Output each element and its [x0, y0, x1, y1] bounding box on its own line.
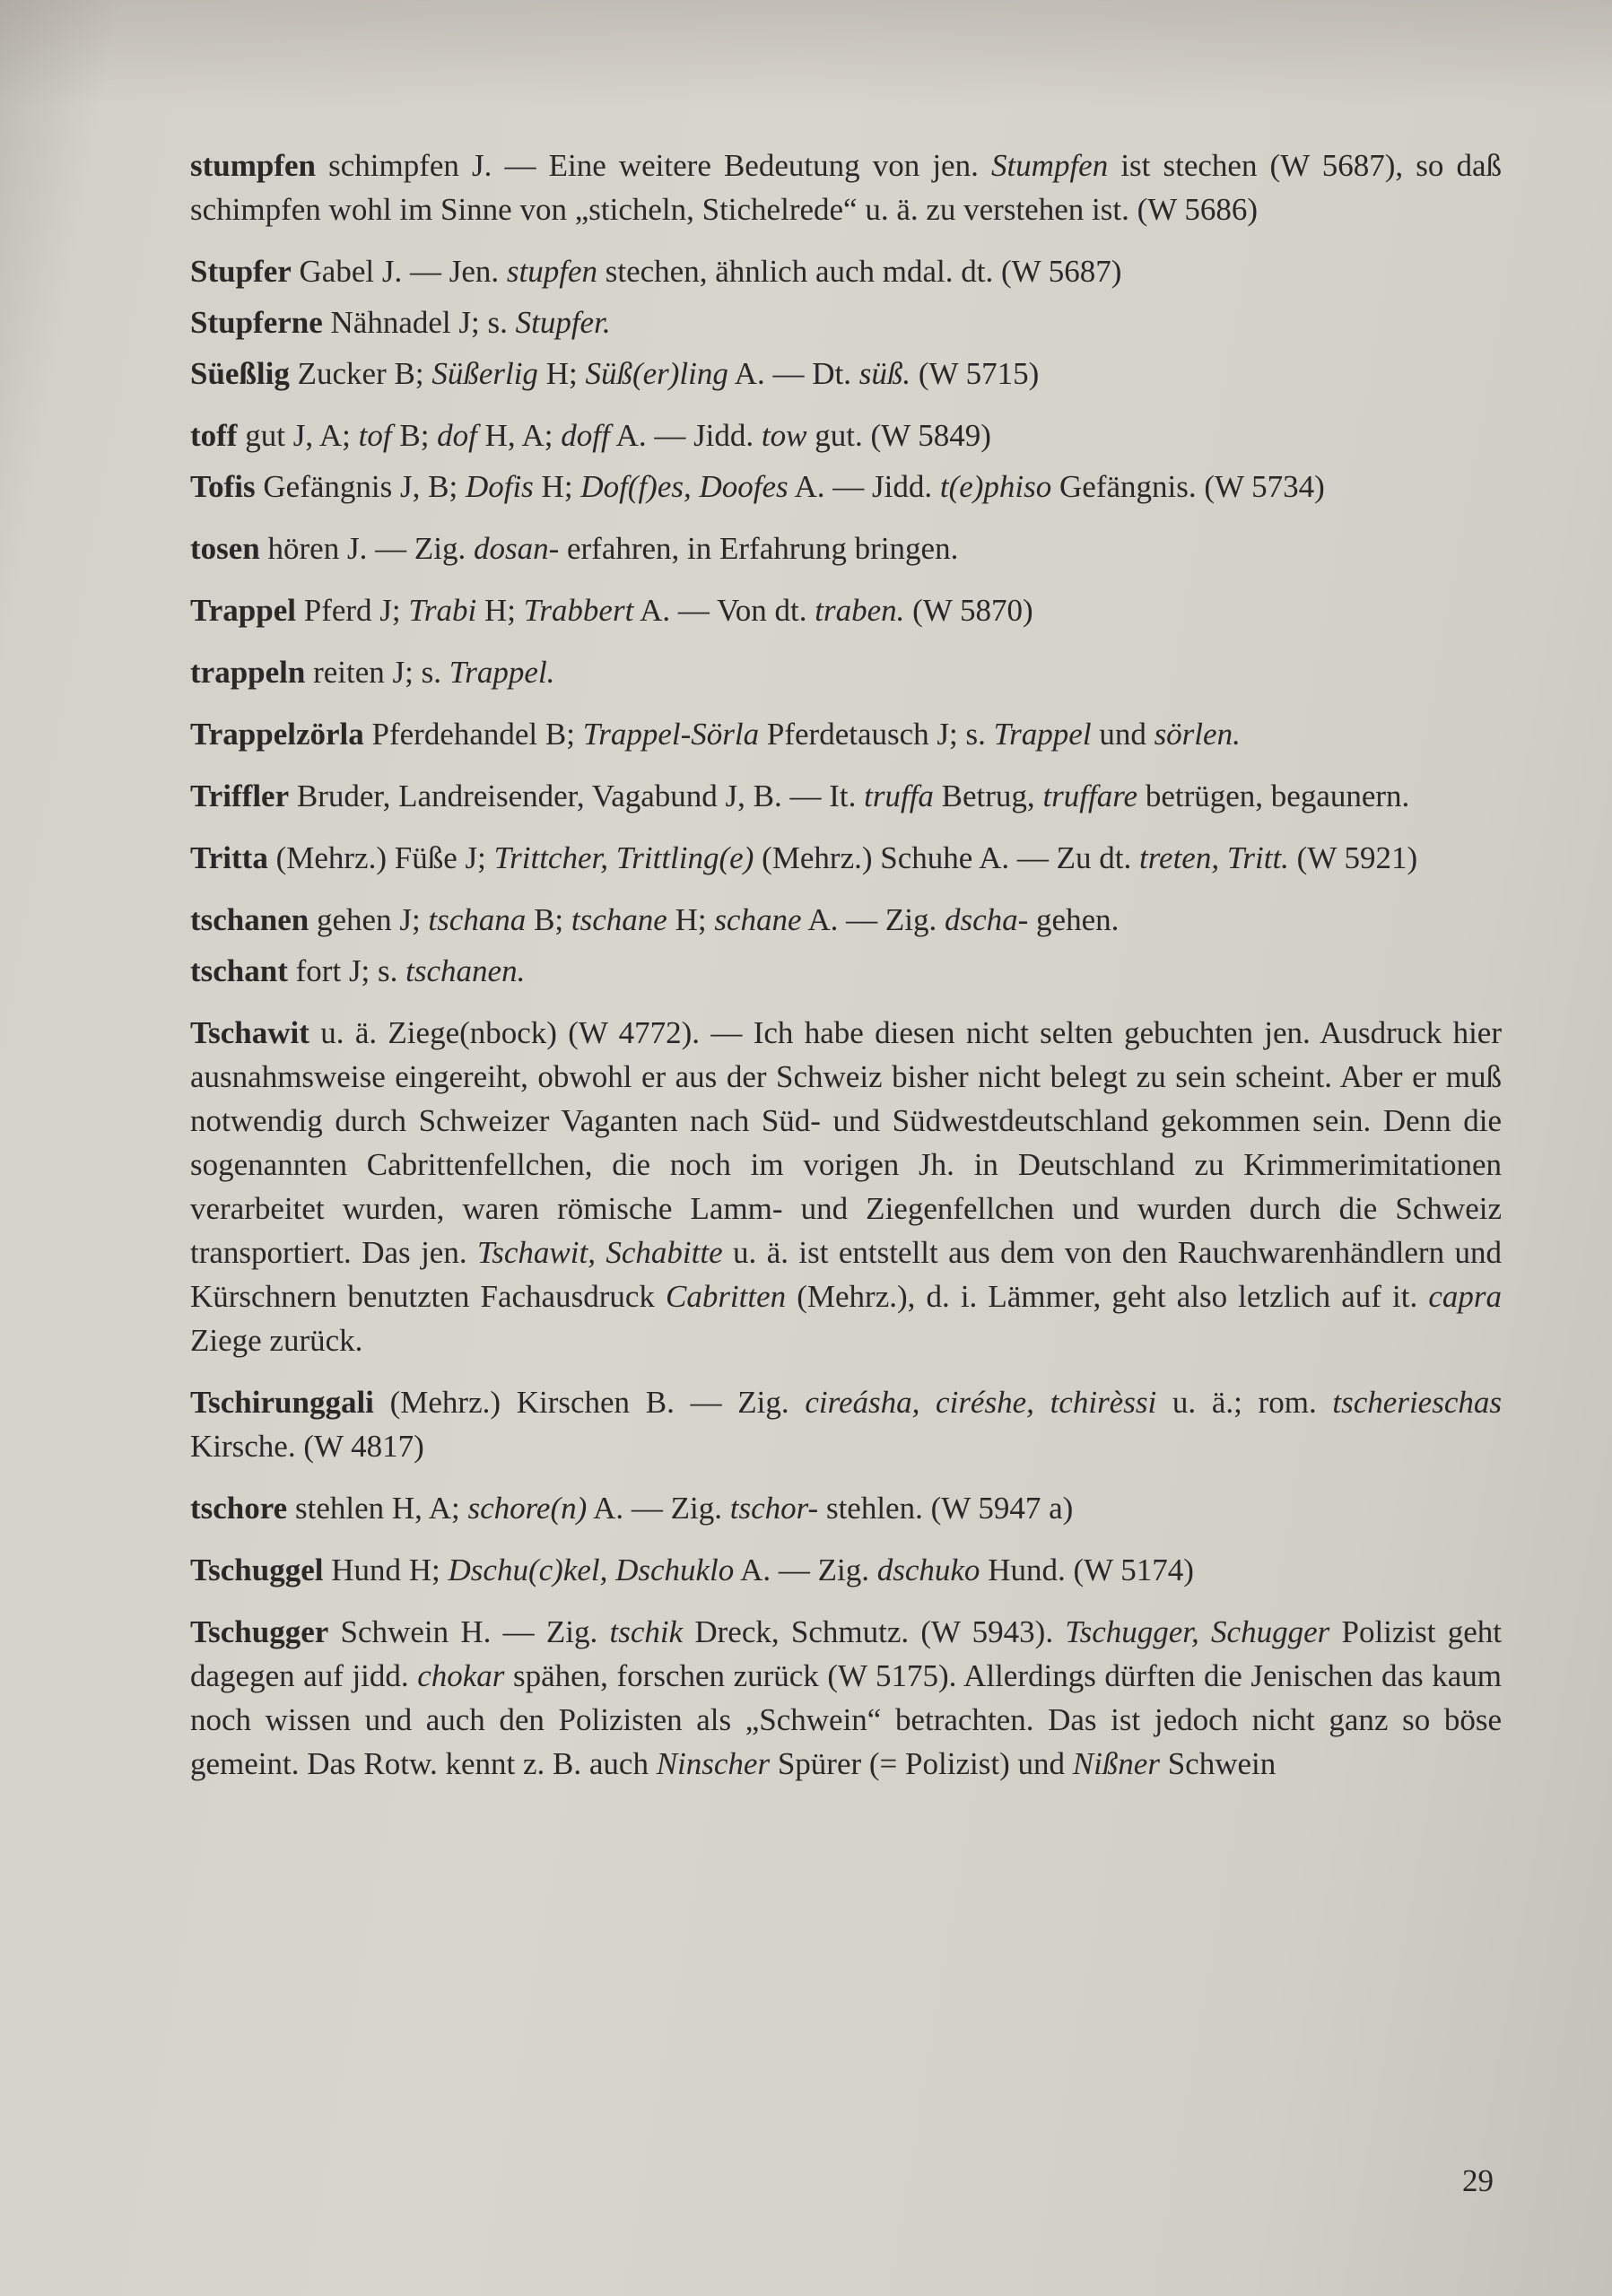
italic-term: sörlen.: [1154, 717, 1241, 752]
dictionary-entry: [190, 1380, 1502, 1468]
italic-term: dof: [437, 418, 477, 453]
dictionary-entries: [190, 144, 1502, 1804]
headword: Tofis: [190, 469, 256, 504]
headword: tschanen: [190, 902, 309, 937]
page-number: 29: [1462, 2163, 1494, 2198]
entry-text: Hund. (W 5174): [980, 1552, 1194, 1587]
entry-text: Gefängnis. (W 5734): [1051, 469, 1325, 504]
italic-term: Stupfer.: [515, 305, 611, 340]
italic-term: cireásha, ciréshe, tchirèssi: [805, 1385, 1157, 1420]
italic-term: Dof(f)es, Doofes: [580, 469, 789, 504]
italic-term: dscha-: [944, 902, 1029, 937]
entry-text: (W 5870): [904, 593, 1033, 628]
italic-term: tschana: [428, 902, 527, 937]
entry-text: A. — Zig.: [801, 902, 945, 937]
entry-text: H;: [537, 356, 586, 391]
italic-term: stupfen: [506, 254, 597, 289]
entry-text: Zucker B;: [289, 356, 432, 391]
italic-term: Trappel.: [449, 655, 555, 690]
dictionary-entry: [190, 1548, 1502, 1592]
entry-text: B;: [526, 902, 571, 937]
dictionary-entry: [190, 1486, 1502, 1530]
entry-text: Pferd J;: [295, 593, 409, 628]
italic-term: süß.: [858, 356, 911, 391]
dictionary-entry: [190, 898, 1502, 942]
dictionary-entry: [190, 588, 1502, 632]
headword: Tritta: [190, 840, 268, 875]
headword: Stupfer: [190, 254, 292, 289]
entry-text: betrügen, begaunern.: [1137, 778, 1410, 813]
dictionary-entry: [190, 526, 1502, 570]
dictionary-entry: [190, 249, 1502, 293]
entry-text: Dreck, Schmutz. (W 5943).: [683, 1614, 1066, 1649]
entry-text: H;: [533, 469, 581, 504]
italic-term: tscherieschas: [1332, 1385, 1502, 1420]
italic-term: tof: [358, 418, 392, 453]
italic-term: dosan-: [473, 531, 560, 566]
entry-text: Pferdetausch J; s.: [759, 717, 994, 752]
dictionary-entry: [190, 836, 1502, 880]
italic-term: Trappel: [993, 717, 1092, 752]
dictionary-entry: [190, 712, 1502, 756]
italic-term: Ninscher: [656, 1746, 771, 1781]
entry-text: A. — Jidd.: [609, 418, 762, 453]
entry-text: (Mehrz.) Kirschen B. — Zig.: [373, 1385, 806, 1420]
entry-text: ist stechen (W 5687), so daß schimpfen wohl im Sinne von „sticheln, Stichelrede“ u. ä. zu verstehen ist. (W 5686): [190, 148, 1503, 227]
headword: trappeln: [190, 655, 306, 690]
italic-term: tschor-: [729, 1491, 819, 1526]
page-shadow: [0, 0, 1612, 108]
entry-text: Schwein: [1159, 1746, 1277, 1781]
italic-term: dschuko: [876, 1552, 980, 1587]
dictionary-entry: [190, 949, 1502, 993]
entry-text: Spürer (= Polizist) und: [770, 1746, 1073, 1781]
entry-text: Gabel J. — Jen.: [291, 254, 507, 289]
entry-text: schimpfen J. — Eine weitere Bedeutung von jen.: [316, 148, 991, 183]
entry-text: u. ä.; rom.: [1156, 1385, 1333, 1420]
italic-term: Süß(er)ling: [585, 356, 728, 391]
dictionary-entry: [190, 413, 1502, 457]
italic-term: treten, Tritt.: [1139, 840, 1289, 875]
italic-term: Trabi: [408, 593, 477, 628]
headword: Trappel: [190, 593, 296, 628]
dictionary-entry: [190, 300, 1502, 344]
entry-text: u. ä. ist entstellt aus dem von den Rauchwarenhändlern und Kürschnern benutzten Fachausdruck: [190, 1235, 1502, 1314]
italic-term: Tschugger, Schugger: [1065, 1614, 1330, 1649]
entry-text: Gefängnis J, B;: [255, 469, 466, 504]
italic-term: Süßerlig: [431, 356, 538, 391]
entry-text: Bruder, Landreisender, Vagabund J, B. — It.: [289, 778, 865, 813]
headword: Tschugger: [190, 1614, 329, 1649]
entry-text: H, A;: [476, 418, 562, 453]
italic-term: chokar: [417, 1658, 505, 1693]
headword: tosen: [190, 531, 260, 566]
italic-term: tschanen.: [405, 953, 526, 988]
headword: stumpfen: [190, 148, 317, 183]
headword: toff: [190, 418, 238, 453]
italic-term: t(e)phiso: [939, 469, 1052, 504]
entry-text: gehen.: [1028, 902, 1120, 937]
entry-text: B;: [391, 418, 438, 453]
headword: Trappelzörla: [190, 717, 364, 752]
headword: Tschirunggali: [190, 1385, 374, 1420]
dictionary-entry: [190, 1011, 1502, 1362]
italic-term: doff: [561, 418, 610, 453]
headword: Stupferne: [190, 305, 323, 340]
entry-text: erfahren, in Erfahrung bringen.: [559, 531, 959, 566]
entry-text: gut. (W 5849): [806, 418, 991, 453]
italic-term: Stumpfen: [990, 148, 1109, 183]
italic-term: schane: [714, 902, 802, 937]
entry-text: Nähnadel J; s.: [322, 305, 516, 340]
headword: Süeßlig: [190, 356, 290, 391]
entry-text: (Mehrz.), d. i. Lämmer, geht also letzlich auf it.: [786, 1279, 1429, 1314]
italic-term: capra: [1428, 1279, 1502, 1314]
headword: tschant: [190, 953, 288, 988]
entry-text: spähen, forschen zurück (W 5175). Allerdings dürften die Jenischen das kaum noch wissen und auch den Polizisten als „Schwein“ betrachten. Das ist jedoch nicht ganz so böse gemeint. Das Rotw. kennt z. B. auch: [190, 1658, 1502, 1781]
headword: tschore: [190, 1491, 288, 1526]
entry-text: Betrug,: [933, 778, 1043, 813]
entry-text: A. — Zig.: [734, 1552, 877, 1587]
italic-term: Tschawit, Schabitte: [477, 1235, 723, 1270]
entry-text: H;: [667, 902, 715, 937]
entry-text: (Mehrz.) Füße J;: [267, 840, 494, 875]
entry-text: A. — Jidd.: [788, 469, 940, 504]
entry-text: hören J. — Zig.: [259, 531, 474, 566]
dictionary-entry: [190, 650, 1502, 694]
entry-text: Polizist geht dagegen auf jidd.: [190, 1614, 1503, 1693]
italic-term: Trabbert: [523, 593, 634, 628]
entry-text: Ziege zurück.: [190, 1323, 363, 1358]
entry-text: und: [1091, 717, 1155, 752]
entry-text: A. — Von dt.: [633, 593, 815, 628]
italic-term: tow: [761, 418, 807, 453]
italic-term: truffare: [1042, 778, 1138, 813]
italic-term: Nißner: [1072, 1746, 1160, 1781]
italic-term: Dschu(c)kel, Dschuklo: [448, 1552, 735, 1587]
entry-text: reiten J; s.: [305, 655, 449, 690]
dictionary-entry: [190, 352, 1502, 396]
entry-text: Hund H;: [323, 1552, 449, 1587]
dictionary-entry: [190, 1610, 1502, 1786]
italic-term: Trappel-Sörla: [582, 717, 760, 752]
entry-text: stechen, ähnlich auch mdal. dt. (W 5687): [597, 254, 1122, 289]
entry-text: stehlen H, A;: [287, 1491, 468, 1526]
headword: Tschuggel: [190, 1552, 324, 1587]
entry-text: gehen J;: [309, 902, 429, 937]
entry-text: fort J; s.: [287, 953, 406, 988]
entry-text: Pferdehandel B;: [363, 717, 583, 752]
headword: Tschawit: [190, 1015, 309, 1050]
italic-term: traben.: [815, 593, 905, 628]
italic-term: Dofis: [465, 469, 534, 504]
italic-term: tschane: [571, 902, 667, 937]
dictionary-entry: [190, 465, 1502, 509]
headword: Triffler: [190, 778, 290, 813]
dictionary-entry: [190, 144, 1502, 231]
entry-text: Schwein H. — Zig.: [328, 1614, 610, 1649]
entry-text: gut J, A;: [237, 418, 359, 453]
entry-text: (Mehrz.) Schuhe A. — Zu dt.: [754, 840, 1139, 875]
entry-text: A. — Zig.: [587, 1491, 730, 1526]
entry-text: (W 5715): [911, 356, 1040, 391]
entry-text: A. — Dt.: [728, 356, 859, 391]
entry-text: (W 5921): [1288, 840, 1418, 875]
entry-text: u. ä. Ziege(nbock) (W 4772). — Ich habe diesen nicht selten gebuchten jen. Ausdruck hier ausnahmsweise eingereiht, obwohl er aus der Schweiz bisher nicht belegt zu sein scheint. Aber er muß notwendig durch Schweizer Vaganten nach Süd- und Südwestdeutschland gekommen sein. Denn die sogenannten Cabrittenfellchen, die noch im vorigen Jh. in Deutschland zu Krimmerimitationen verarbeitet wurden, waren römische Lamm- und Ziegenfellchen und wurden durch die Schweiz transportiert. Das jen.: [190, 1015, 1502, 1270]
entry-text: stehlen. (W 5947 a): [818, 1491, 1074, 1526]
entry-text: Kirsche. (W 4817): [190, 1429, 424, 1464]
entry-text: H;: [476, 593, 524, 628]
italic-term: tschik: [609, 1614, 684, 1649]
dictionary-entry: [190, 774, 1502, 818]
italic-term: truffa: [864, 778, 934, 813]
italic-term: schore(n): [467, 1491, 588, 1526]
italic-term: Trittcher, Trittling(e): [493, 840, 754, 875]
italic-term: Cabritten: [665, 1279, 787, 1314]
